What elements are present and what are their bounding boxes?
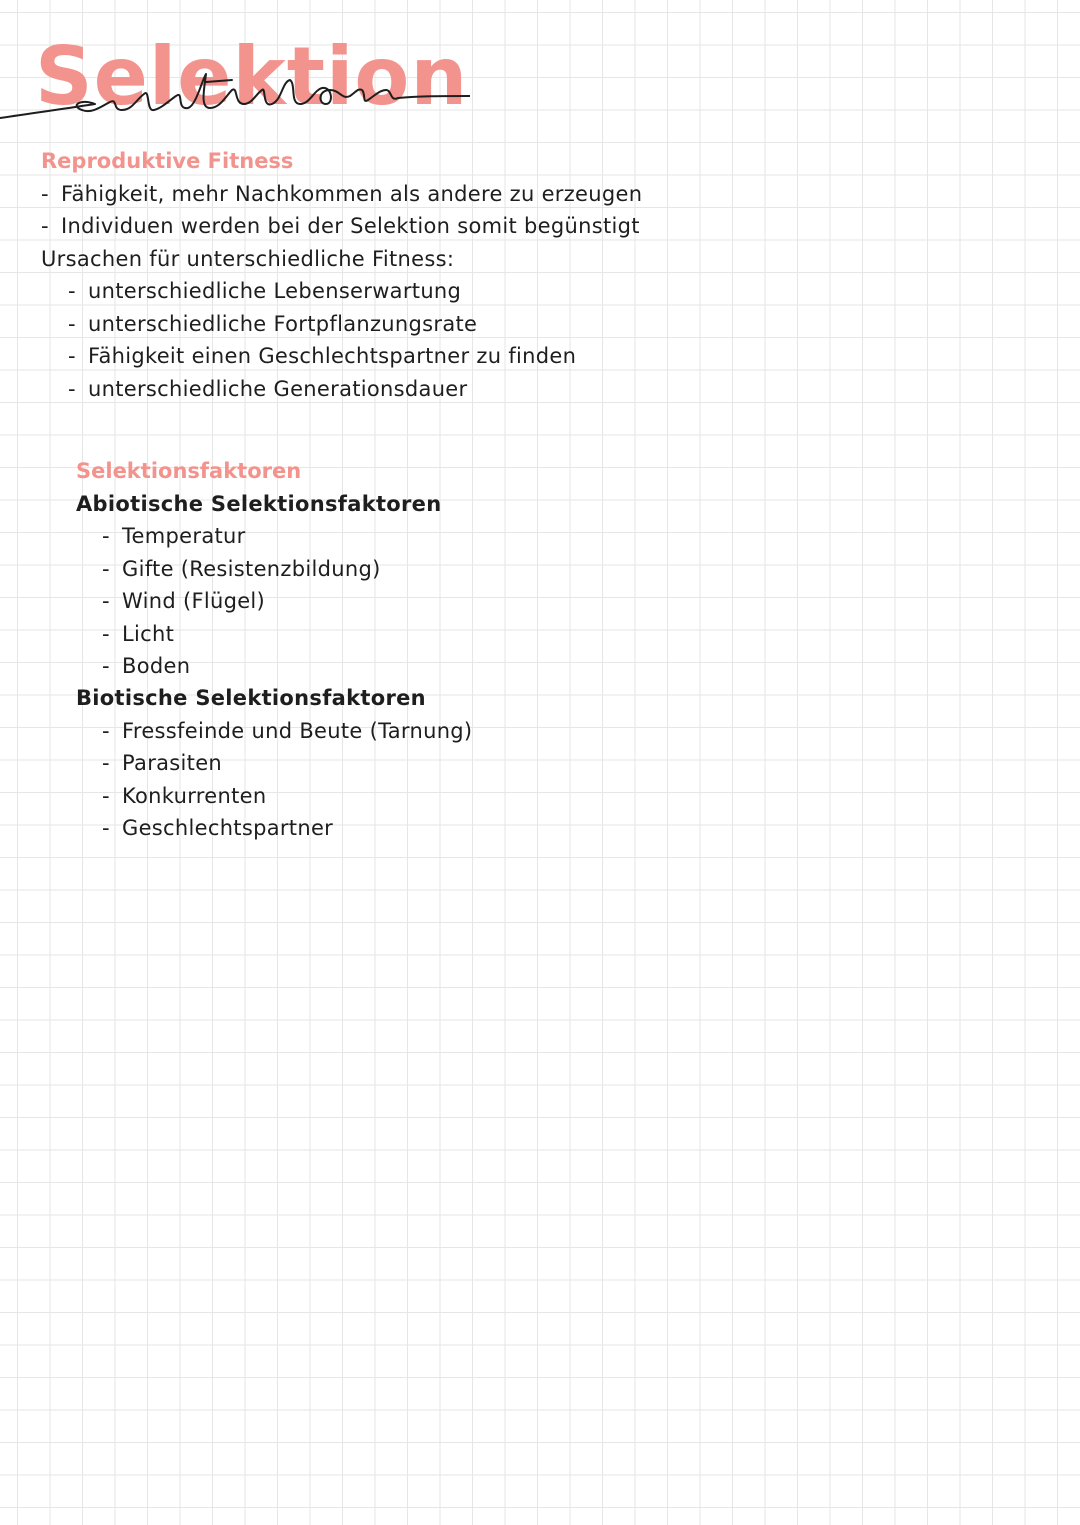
list-item: - Wind (Flügel) [102, 585, 265, 617]
list-item: - Boden [102, 650, 190, 682]
title-block [30, 22, 469, 132]
causes-label: Ursachen für unterschiedliche Fitness: [41, 247, 455, 271]
list-item: - Fähigkeit, mehr Nachkommen als andere zu erzeugen [41, 178, 642, 210]
bullet-dash: - [41, 182, 49, 206]
list-item: - unterschiedliche Generationsdauer [68, 373, 467, 405]
heading-reproductive-fitness: Reproduktive Fitness [41, 149, 294, 173]
list-item: - Fressfeinde und Beute (Tarnung) [102, 715, 472, 747]
bullet-dash: - [68, 279, 76, 303]
list-item: - unterschiedliche Lebenserwartung [68, 275, 461, 307]
list-item: - Konkurrenten [102, 780, 266, 812]
bullet-dash: - [102, 557, 110, 581]
heading-selection-factors: Selektionsfaktoren [76, 459, 302, 483]
bullet-dash: - [41, 214, 49, 238]
bullet-dash: - [102, 816, 110, 840]
bullet-dash: - [102, 784, 110, 808]
list-item: - unterschiedliche Fortpflanzungsrate [68, 308, 477, 340]
list-item: - Individuen werden bei der Selektion somit begünstigt [41, 210, 640, 242]
bullet-dash: - [68, 312, 76, 336]
bullet-dash: - [102, 751, 110, 775]
bullet-dash: - [102, 524, 110, 548]
abiotic-label: Abiotische Selektionsfaktoren [76, 492, 442, 516]
list-item: - Geschlechtspartner [102, 812, 333, 844]
list-item: - Licht [102, 618, 174, 650]
bullet-dash: - [102, 589, 110, 613]
bullet-dash: - [102, 622, 110, 646]
list-item: - Temperatur [102, 520, 246, 552]
list-item: - Fähigkeit einen Geschlechtspartner zu finden [68, 340, 576, 372]
bullet-dash: - [68, 344, 76, 368]
list-item: - Gifte (Resistenzbildung) [102, 553, 381, 585]
page-title: Selektion [35, 30, 469, 123]
biotic-label: Biotische Selektionsfaktoren [76, 686, 426, 710]
bullet-dash: - [102, 719, 110, 743]
bullet-dash: - [68, 377, 76, 401]
list-item: - Parasiten [102, 747, 222, 779]
bullet-dash: - [102, 654, 110, 678]
